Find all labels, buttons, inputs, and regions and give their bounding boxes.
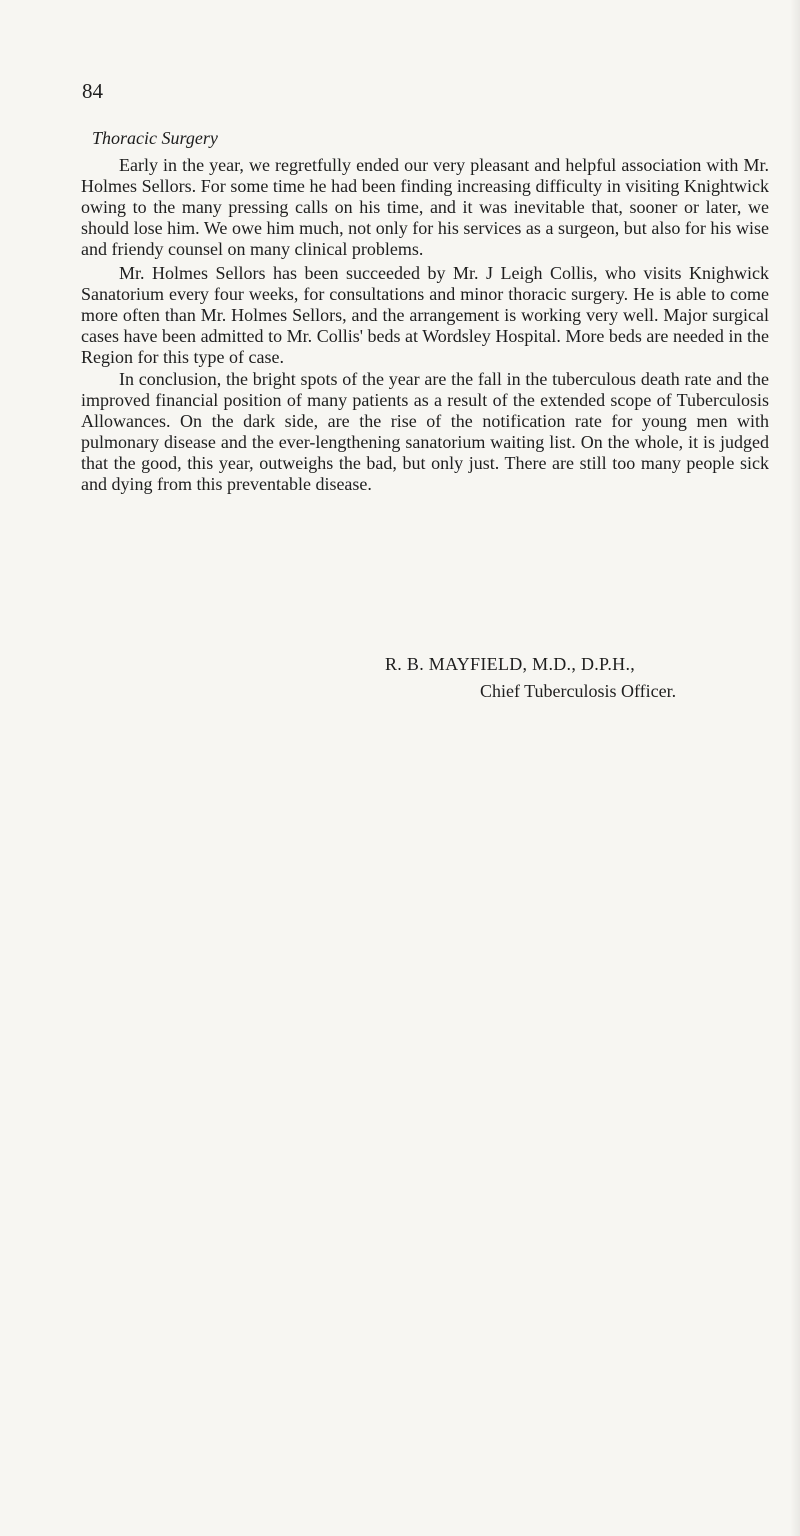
paragraph-conclusion: In conclusion, the bright spots of the year are the fall in the tuberculous death rate and the improved financial position of many patients as a result of the extended scope of Tuberculosis Allowances. On the dark side, are the rise of the notification rate for young men with pulmonary disease and the ever-lengthening sanatorium waiting list. On the whole, it is judged that the good, this year, outweighs the bad, but only just. There are still too many people sick and dying from this preventable disease.	[81, 369, 769, 494]
page-number: 84	[82, 79, 103, 103]
paragraph-thoracic-surgery-2: Mr. Holmes Sellors has been succeeded by Mr. J Leigh Collis, who visits Knighwick Sanatorium every four weeks, for consultations and minor thoracic surgery. He is able to come more often than Mr. Holmes Sellors, and the arrangement is working very well. Major surgical cases have been admitted to Mr. Collis' beds at Wordsley Hospital. More beds are needed in the Region for this type of case.	[81, 263, 769, 367]
signature-title: Chief Tuberculosis Officer.	[480, 681, 677, 701]
section-heading: Thoracic Surgery	[92, 128, 218, 148]
paragraph-thoracic-surgery-1: Early in the year, we regretfully ended our very pleasant and helpful association with Mr. Holmes Sellors. For some time he had been finding increasing difficulty in visiting Knightwick owing to the many pressing calls on his time, and it was inevitable that, sooner or later, we should lose him. We owe him much, not only for his services as a surgeon, but also for his wise and friendy counsel on many clinical problems.	[81, 155, 769, 259]
page-edge-shadow	[790, 0, 800, 1536]
signature-name: R. B. MAYFIELD, M.D., D.P.H.,	[385, 654, 636, 674]
